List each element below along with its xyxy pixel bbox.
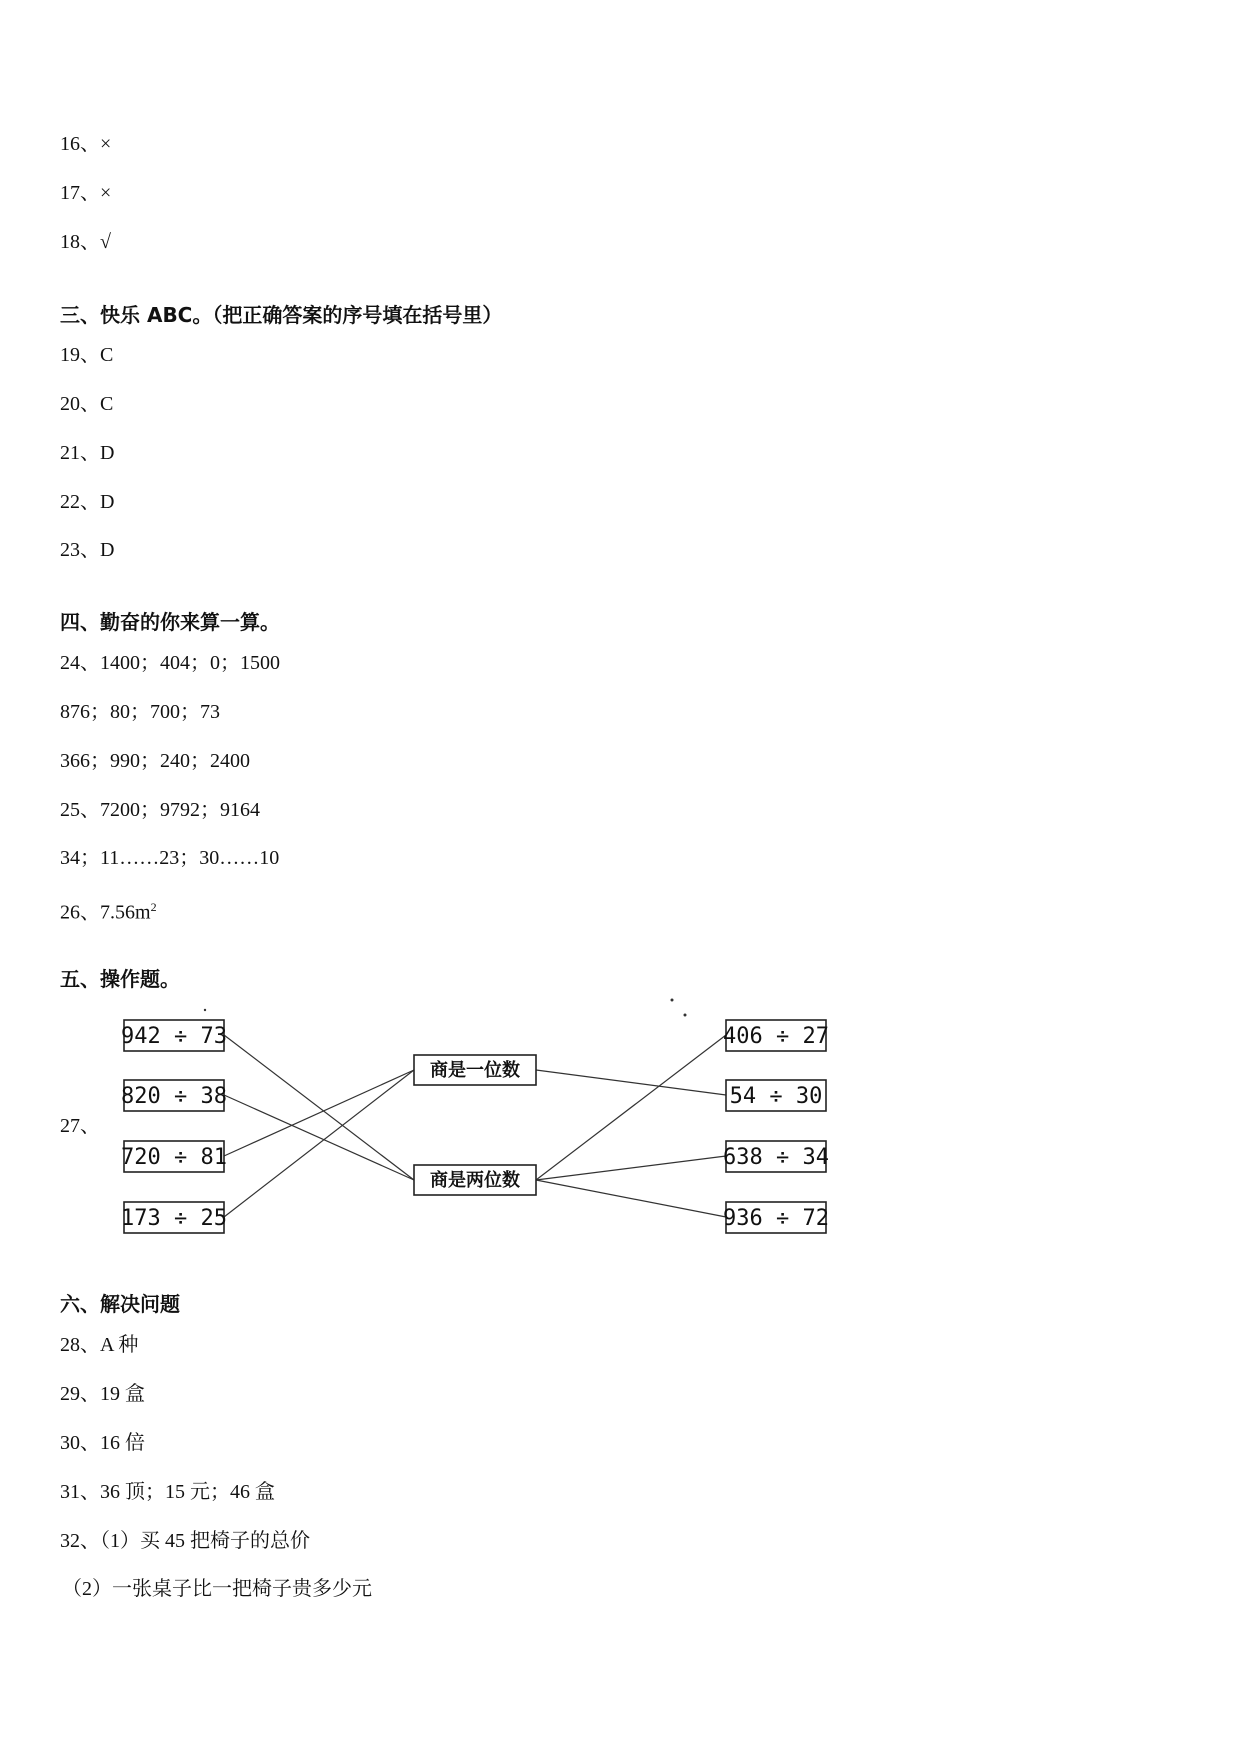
right-expression: 54 ÷ 30 <box>729 1084 823 1109</box>
left-box-942 <box>121 1020 227 1051</box>
right-box-406 <box>723 1020 829 1051</box>
connector-two-digit-638 <box>536 1156 726 1180</box>
answer-26-text: 26、7.56m <box>60 901 151 924</box>
answer-value: D <box>100 539 115 561</box>
matching-diagram <box>110 995 840 1255</box>
section-3-title: 三、快乐 ABC。（把正确答案的序号填在括号里） <box>60 303 503 327</box>
answer-value: D <box>100 442 115 464</box>
answer-32-part-1: 32、（1）买 45 把椅子的总价 <box>60 1530 310 1552</box>
answer-value: × <box>100 182 112 204</box>
right-expression: 406 ÷ 27 <box>723 1024 829 1049</box>
answer-20 <box>60 391 113 417</box>
answer-29: 29、19 盒 <box>60 1383 145 1405</box>
left-box-820 <box>121 1080 227 1111</box>
answer-value: D <box>100 491 115 513</box>
answer-21 <box>60 440 114 466</box>
answer-22 <box>60 489 114 515</box>
left-expression: 173 ÷ 25 <box>121 1206 227 1231</box>
left-expression: 942 ÷ 73 <box>121 1024 227 1049</box>
scan-speck <box>204 1009 206 1011</box>
answer-24-line-2: 876；80；700；73 <box>60 701 220 723</box>
answer-25-line-1: 25、7200；9792；9164 <box>60 799 260 821</box>
answer-value: C <box>100 344 114 366</box>
scan-speck <box>684 1014 687 1017</box>
answer-label: 16、 <box>60 133 100 155</box>
scan-speck <box>671 999 674 1002</box>
answer-value: × <box>100 133 112 155</box>
answer-32-part-2: （2）一张桌子比一把椅子贵多少元 <box>62 1578 372 1600</box>
answer-26 <box>60 894 157 926</box>
middle-box-one-digit <box>414 1055 536 1085</box>
right-box-638 <box>723 1141 829 1172</box>
section-6-title: 六、解决问题 <box>60 1292 180 1316</box>
answer-label: 19、 <box>60 344 100 366</box>
answer-label: 21、 <box>60 442 100 464</box>
left-box-720 <box>121 1141 227 1172</box>
answer-24-line-1: 24、1400；404；0；1500 <box>60 652 280 674</box>
answer-24-line-3: 366；990；240；2400 <box>60 750 250 772</box>
answer-23 <box>60 537 114 563</box>
section-5-title: 五、操作题。 <box>60 967 180 991</box>
answer-19 <box>60 342 113 368</box>
connector-two-digit-406 <box>536 1035 726 1180</box>
answer-25-line-2: 34；11……23；30……10 <box>60 847 280 869</box>
connector-one-digit-54 <box>536 1070 726 1095</box>
right-expression: 638 ÷ 34 <box>723 1145 829 1170</box>
answer-label: 18、 <box>60 231 100 253</box>
answer-27-label: 27、 <box>60 1115 100 1137</box>
answer-label: 17、 <box>60 182 100 204</box>
answer-value: √ <box>100 231 111 253</box>
answer-30: 30、16 倍 <box>60 1432 145 1454</box>
answer-28: 28、A 种 <box>60 1334 139 1356</box>
answer-value: C <box>100 393 114 415</box>
connector-two-digit-936 <box>536 1180 726 1217</box>
right-box-54 <box>726 1080 826 1111</box>
answer-18 <box>60 229 111 255</box>
answer-16 <box>60 131 111 157</box>
answer-label: 22、 <box>60 491 100 513</box>
right-box-936 <box>723 1202 829 1233</box>
left-expression: 720 ÷ 81 <box>121 1145 227 1170</box>
answer-31: 31、36 顶；15 元；46 盒 <box>60 1481 275 1503</box>
answer-label: 20、 <box>60 393 100 415</box>
answer-17 <box>60 180 111 206</box>
section-4-title: 四、勤奋的你来算一算。 <box>60 610 280 634</box>
superscript: 2 <box>150 900 157 914</box>
category-label: 商是两位数 <box>430 1170 520 1191</box>
answer-label: 23、 <box>60 539 100 561</box>
right-expression: 936 ÷ 72 <box>723 1206 829 1231</box>
left-expression: 820 ÷ 38 <box>121 1084 227 1109</box>
category-label: 商是一位数 <box>430 1060 520 1081</box>
left-box-173 <box>121 1202 227 1233</box>
middle-box-two-digit <box>414 1165 536 1195</box>
